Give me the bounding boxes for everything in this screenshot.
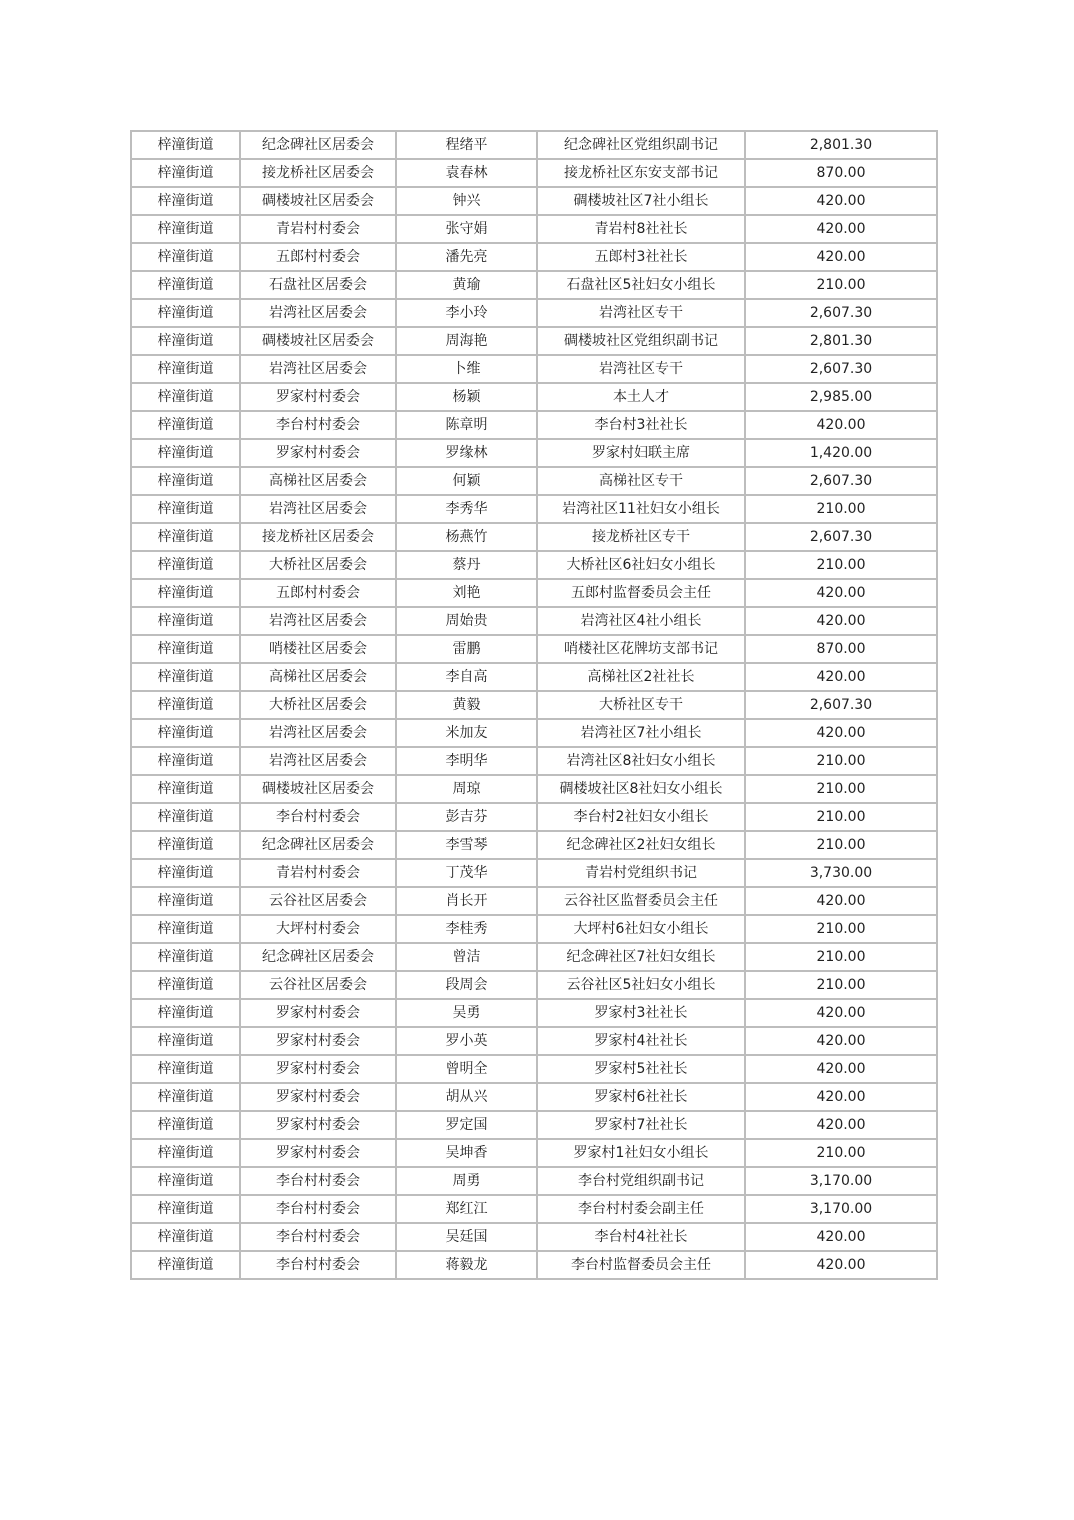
committee-cell: 罗家村村委会 bbox=[240, 1083, 396, 1111]
name-cell: 雷鹏 bbox=[396, 635, 537, 663]
street-cell: 梓潼街道 bbox=[131, 915, 240, 943]
name-cell: 卜维 bbox=[396, 355, 537, 383]
position-cell: 青岩村党组织书记 bbox=[537, 859, 745, 887]
committee-cell: 李台村村委会 bbox=[240, 411, 396, 439]
name-cell: 李秀华 bbox=[396, 495, 537, 523]
name-cell: 钟兴 bbox=[396, 187, 537, 215]
committee-cell: 李台村村委会 bbox=[240, 1195, 396, 1223]
position-cell: 岩湾社区专干 bbox=[537, 299, 745, 327]
street-cell: 梓潼街道 bbox=[131, 1111, 240, 1139]
name-cell: 丁茂华 bbox=[396, 859, 537, 887]
street-cell: 梓潼街道 bbox=[131, 943, 240, 971]
position-cell: 岩湾社区4社小组长 bbox=[537, 607, 745, 635]
name-cell: 吴廷国 bbox=[396, 1223, 537, 1251]
street-cell: 梓潼街道 bbox=[131, 859, 240, 887]
position-cell: 罗家村7社社长 bbox=[537, 1111, 745, 1139]
street-cell: 梓潼街道 bbox=[131, 775, 240, 803]
name-cell: 周勇 bbox=[396, 1167, 537, 1195]
amount-cell: 210.00 bbox=[745, 803, 937, 831]
position-cell: 云谷社区监督委员会主任 bbox=[537, 887, 745, 915]
table-row bbox=[131, 1167, 937, 1195]
table-row bbox=[131, 663, 937, 691]
name-cell: 潘先亮 bbox=[396, 243, 537, 271]
table-row bbox=[131, 439, 937, 467]
table-row bbox=[131, 691, 937, 719]
amount-cell: 2,607.30 bbox=[745, 523, 937, 551]
table-row bbox=[131, 579, 937, 607]
street-cell: 梓潼街道 bbox=[131, 719, 240, 747]
street-cell: 梓潼街道 bbox=[131, 747, 240, 775]
name-cell: 吴坤香 bbox=[396, 1139, 537, 1167]
street-cell: 梓潼街道 bbox=[131, 383, 240, 411]
position-cell: 碉楼坡社区8社妇女小组长 bbox=[537, 775, 745, 803]
name-cell: 张守娟 bbox=[396, 215, 537, 243]
position-cell: 五郎村3社社长 bbox=[537, 243, 745, 271]
position-cell: 五郎村监督委员会主任 bbox=[537, 579, 745, 607]
amount-cell: 210.00 bbox=[745, 551, 937, 579]
name-cell: 李自高 bbox=[396, 663, 537, 691]
position-cell: 纪念碑社区党组织副书记 bbox=[537, 131, 745, 159]
table-row bbox=[131, 159, 937, 187]
committee-cell: 李台村村委会 bbox=[240, 803, 396, 831]
table-row bbox=[131, 803, 937, 831]
committee-cell: 岩湾社区居委会 bbox=[240, 719, 396, 747]
street-cell: 梓潼街道 bbox=[131, 243, 240, 271]
committee-cell: 罗家村村委会 bbox=[240, 999, 396, 1027]
amount-cell: 420.00 bbox=[745, 187, 937, 215]
committee-cell: 石盘社区居委会 bbox=[240, 271, 396, 299]
committee-cell: 云谷社区居委会 bbox=[240, 971, 396, 999]
committee-cell: 五郎村村委会 bbox=[240, 579, 396, 607]
name-cell: 李小玲 bbox=[396, 299, 537, 327]
amount-cell: 2,607.30 bbox=[745, 467, 937, 495]
amount-cell: 870.00 bbox=[745, 159, 937, 187]
amount-cell: 420.00 bbox=[745, 607, 937, 635]
street-cell: 梓潼街道 bbox=[131, 327, 240, 355]
committee-cell: 罗家村村委会 bbox=[240, 1111, 396, 1139]
position-cell: 大桥社区专干 bbox=[537, 691, 745, 719]
amount-cell: 420.00 bbox=[745, 579, 937, 607]
committee-cell: 高梯社区居委会 bbox=[240, 467, 396, 495]
committee-cell: 大桥社区居委会 bbox=[240, 551, 396, 579]
committee-cell: 青岩村村委会 bbox=[240, 859, 396, 887]
amount-cell: 2,607.30 bbox=[745, 691, 937, 719]
table-row bbox=[131, 887, 937, 915]
table-row bbox=[131, 243, 937, 271]
street-cell: 梓潼街道 bbox=[131, 1251, 240, 1279]
committee-cell: 接龙桥社区居委会 bbox=[240, 523, 396, 551]
name-cell: 蒋毅龙 bbox=[396, 1251, 537, 1279]
position-cell: 岩湾社区专干 bbox=[537, 355, 745, 383]
amount-cell: 2,607.30 bbox=[745, 355, 937, 383]
name-cell: 周海艳 bbox=[396, 327, 537, 355]
name-cell: 周始贵 bbox=[396, 607, 537, 635]
amount-cell: 420.00 bbox=[745, 887, 937, 915]
street-cell: 梓潼街道 bbox=[131, 271, 240, 299]
amount-cell: 210.00 bbox=[745, 775, 937, 803]
position-cell: 岩湾社区8社妇女小组长 bbox=[537, 747, 745, 775]
amount-cell: 210.00 bbox=[745, 495, 937, 523]
committee-cell: 碉楼坡社区居委会 bbox=[240, 327, 396, 355]
street-cell: 梓潼街道 bbox=[131, 887, 240, 915]
table-row bbox=[131, 271, 937, 299]
position-cell: 大桥社区6社妇女小组长 bbox=[537, 551, 745, 579]
table-row bbox=[131, 383, 937, 411]
position-cell: 罗家村妇联主席 bbox=[537, 439, 745, 467]
street-cell: 梓潼街道 bbox=[131, 187, 240, 215]
amount-cell: 420.00 bbox=[745, 1251, 937, 1279]
name-cell: 段周会 bbox=[396, 971, 537, 999]
name-cell: 何颖 bbox=[396, 467, 537, 495]
table-row bbox=[131, 775, 937, 803]
table-row bbox=[131, 187, 937, 215]
street-cell: 梓潼街道 bbox=[131, 663, 240, 691]
amount-cell: 420.00 bbox=[745, 1055, 937, 1083]
committee-cell: 罗家村村委会 bbox=[240, 439, 396, 467]
street-cell: 梓潼街道 bbox=[131, 1223, 240, 1251]
committee-cell: 哨楼社区居委会 bbox=[240, 635, 396, 663]
name-cell: 程绪平 bbox=[396, 131, 537, 159]
table-row bbox=[131, 131, 937, 159]
committee-cell: 罗家村村委会 bbox=[240, 1139, 396, 1167]
name-cell: 罗缘林 bbox=[396, 439, 537, 467]
table-row bbox=[131, 607, 937, 635]
name-cell: 曾洁 bbox=[396, 943, 537, 971]
street-cell: 梓潼街道 bbox=[131, 999, 240, 1027]
committee-cell: 纪念碑社区居委会 bbox=[240, 131, 396, 159]
amount-cell: 420.00 bbox=[745, 1223, 937, 1251]
position-cell: 李台村监督委员会主任 bbox=[537, 1251, 745, 1279]
committee-cell: 罗家村村委会 bbox=[240, 1027, 396, 1055]
amount-cell: 210.00 bbox=[745, 1139, 937, 1167]
committee-cell: 大坪村村委会 bbox=[240, 915, 396, 943]
street-cell: 梓潼街道 bbox=[131, 1027, 240, 1055]
street-cell: 梓潼街道 bbox=[131, 1195, 240, 1223]
table-row bbox=[131, 1223, 937, 1251]
position-cell: 高梯社区专干 bbox=[537, 467, 745, 495]
street-cell: 梓潼街道 bbox=[131, 1083, 240, 1111]
amount-cell: 420.00 bbox=[745, 1083, 937, 1111]
street-cell: 梓潼街道 bbox=[131, 523, 240, 551]
name-cell: 罗定国 bbox=[396, 1111, 537, 1139]
street-cell: 梓潼街道 bbox=[131, 355, 240, 383]
position-cell: 李台村3社社长 bbox=[537, 411, 745, 439]
amount-cell: 2,801.30 bbox=[745, 327, 937, 355]
table-row bbox=[131, 1139, 937, 1167]
position-cell: 李台村党组织副书记 bbox=[537, 1167, 745, 1195]
street-cell: 梓潼街道 bbox=[131, 607, 240, 635]
name-cell: 罗小英 bbox=[396, 1027, 537, 1055]
street-cell: 梓潼街道 bbox=[131, 1139, 240, 1167]
committee-cell: 罗家村村委会 bbox=[240, 1055, 396, 1083]
amount-cell: 420.00 bbox=[745, 999, 937, 1027]
name-cell: 黄毅 bbox=[396, 691, 537, 719]
amount-cell: 210.00 bbox=[745, 943, 937, 971]
table-row bbox=[131, 971, 937, 999]
position-cell: 石盘社区5社妇女小组长 bbox=[537, 271, 745, 299]
committee-cell: 高梯社区居委会 bbox=[240, 663, 396, 691]
amount-cell: 420.00 bbox=[745, 243, 937, 271]
committee-cell: 罗家村村委会 bbox=[240, 383, 396, 411]
position-cell: 罗家村1社妇女小组长 bbox=[537, 1139, 745, 1167]
committee-cell: 李台村村委会 bbox=[240, 1167, 396, 1195]
committee-cell: 接龙桥社区居委会 bbox=[240, 159, 396, 187]
position-cell: 哨楼社区花牌坊支部书记 bbox=[537, 635, 745, 663]
street-cell: 梓潼街道 bbox=[131, 635, 240, 663]
committee-cell: 李台村村委会 bbox=[240, 1251, 396, 1279]
position-cell: 罗家村6社社长 bbox=[537, 1083, 745, 1111]
amount-cell: 210.00 bbox=[745, 271, 937, 299]
table-row bbox=[131, 411, 937, 439]
committee-cell: 青岩村村委会 bbox=[240, 215, 396, 243]
table-row bbox=[131, 1251, 937, 1279]
name-cell: 李雪琴 bbox=[396, 831, 537, 859]
committee-cell: 岩湾社区居委会 bbox=[240, 299, 396, 327]
table-body bbox=[131, 131, 937, 1279]
street-cell: 梓潼街道 bbox=[131, 579, 240, 607]
table-row bbox=[131, 1111, 937, 1139]
table-row bbox=[131, 327, 937, 355]
name-cell: 刘艳 bbox=[396, 579, 537, 607]
amount-cell: 2,607.30 bbox=[745, 299, 937, 327]
position-cell: 碉楼坡社区党组织副书记 bbox=[537, 327, 745, 355]
name-cell: 曾明全 bbox=[396, 1055, 537, 1083]
committee-cell: 李台村村委会 bbox=[240, 1223, 396, 1251]
name-cell: 米加友 bbox=[396, 719, 537, 747]
position-cell: 纪念碑社区7社妇女组长 bbox=[537, 943, 745, 971]
position-cell: 大坪村6社妇女小组长 bbox=[537, 915, 745, 943]
street-cell: 梓潼街道 bbox=[131, 831, 240, 859]
table-row bbox=[131, 999, 937, 1027]
position-cell: 高梯社区2社社长 bbox=[537, 663, 745, 691]
street-cell: 梓潼街道 bbox=[131, 803, 240, 831]
position-cell: 罗家村3社社长 bbox=[537, 999, 745, 1027]
amount-cell: 3,730.00 bbox=[745, 859, 937, 887]
street-cell: 梓潼街道 bbox=[131, 495, 240, 523]
position-cell: 李台村2社妇女小组长 bbox=[537, 803, 745, 831]
amount-cell: 210.00 bbox=[745, 971, 937, 999]
amount-cell: 870.00 bbox=[745, 635, 937, 663]
table-row bbox=[131, 215, 937, 243]
amount-cell: 210.00 bbox=[745, 831, 937, 859]
name-cell: 彭吉芬 bbox=[396, 803, 537, 831]
street-cell: 梓潼街道 bbox=[131, 467, 240, 495]
committee-cell: 岩湾社区居委会 bbox=[240, 355, 396, 383]
committee-cell: 岩湾社区居委会 bbox=[240, 495, 396, 523]
position-cell: 岩湾社区11社妇女小组长 bbox=[537, 495, 745, 523]
position-cell: 李台村村委会副主任 bbox=[537, 1195, 745, 1223]
committee-cell: 碉楼坡社区居委会 bbox=[240, 775, 396, 803]
amount-cell: 2,801.30 bbox=[745, 131, 937, 159]
committee-cell: 云谷社区居委会 bbox=[240, 887, 396, 915]
committee-cell: 岩湾社区居委会 bbox=[240, 747, 396, 775]
table-row bbox=[131, 747, 937, 775]
amount-cell: 210.00 bbox=[745, 915, 937, 943]
name-cell: 黄瑜 bbox=[396, 271, 537, 299]
name-cell: 周琼 bbox=[396, 775, 537, 803]
table-row bbox=[131, 943, 937, 971]
position-cell: 罗家村5社社长 bbox=[537, 1055, 745, 1083]
table-row bbox=[131, 635, 937, 663]
table-row bbox=[131, 1055, 937, 1083]
street-cell: 梓潼街道 bbox=[131, 971, 240, 999]
name-cell: 李桂秀 bbox=[396, 915, 537, 943]
amount-cell: 210.00 bbox=[745, 747, 937, 775]
amount-cell: 420.00 bbox=[745, 411, 937, 439]
amount-cell: 3,170.00 bbox=[745, 1167, 937, 1195]
street-cell: 梓潼街道 bbox=[131, 439, 240, 467]
name-cell: 杨颖 bbox=[396, 383, 537, 411]
amount-cell: 420.00 bbox=[745, 719, 937, 747]
table-row bbox=[131, 915, 937, 943]
table-row bbox=[131, 1027, 937, 1055]
committee-cell: 大桥社区居委会 bbox=[240, 691, 396, 719]
table-row bbox=[131, 523, 937, 551]
name-cell: 郑红江 bbox=[396, 1195, 537, 1223]
street-cell: 梓潼街道 bbox=[131, 215, 240, 243]
table-row bbox=[131, 831, 937, 859]
name-cell: 杨燕竹 bbox=[396, 523, 537, 551]
committee-cell: 纪念碑社区居委会 bbox=[240, 831, 396, 859]
name-cell: 肖长开 bbox=[396, 887, 537, 915]
name-cell: 吴勇 bbox=[396, 999, 537, 1027]
committee-cell: 五郎村村委会 bbox=[240, 243, 396, 271]
table-row bbox=[131, 859, 937, 887]
street-cell: 梓潼街道 bbox=[131, 1055, 240, 1083]
amount-cell: 420.00 bbox=[745, 1027, 937, 1055]
table-row bbox=[131, 719, 937, 747]
position-cell: 罗家村4社社长 bbox=[537, 1027, 745, 1055]
table-row bbox=[131, 467, 937, 495]
committee-cell: 岩湾社区居委会 bbox=[240, 607, 396, 635]
position-cell: 纪念碑社区2社妇女组长 bbox=[537, 831, 745, 859]
table-row bbox=[131, 551, 937, 579]
committee-cell: 碉楼坡社区居委会 bbox=[240, 187, 396, 215]
position-cell: 云谷社区5社妇女小组长 bbox=[537, 971, 745, 999]
table-row bbox=[131, 1083, 937, 1111]
street-cell: 梓潼街道 bbox=[131, 411, 240, 439]
position-cell: 接龙桥社区东安支部书记 bbox=[537, 159, 745, 187]
table-row bbox=[131, 355, 937, 383]
data-table bbox=[130, 130, 938, 1280]
name-cell: 袁春林 bbox=[396, 159, 537, 187]
position-cell: 碉楼坡社区7社小组长 bbox=[537, 187, 745, 215]
table-row bbox=[131, 1195, 937, 1223]
name-cell: 陈章明 bbox=[396, 411, 537, 439]
position-cell: 李台村4社社长 bbox=[537, 1223, 745, 1251]
street-cell: 梓潼街道 bbox=[131, 299, 240, 327]
amount-cell: 420.00 bbox=[745, 1111, 937, 1139]
committee-cell: 纪念碑社区居委会 bbox=[240, 943, 396, 971]
amount-cell: 3,170.00 bbox=[745, 1195, 937, 1223]
street-cell: 梓潼街道 bbox=[131, 159, 240, 187]
amount-cell: 1,420.00 bbox=[745, 439, 937, 467]
street-cell: 梓潼街道 bbox=[131, 131, 240, 159]
table-row bbox=[131, 299, 937, 327]
position-cell: 青岩村8社社长 bbox=[537, 215, 745, 243]
amount-cell: 420.00 bbox=[745, 663, 937, 691]
street-cell: 梓潼街道 bbox=[131, 691, 240, 719]
amount-cell: 420.00 bbox=[745, 215, 937, 243]
street-cell: 梓潼街道 bbox=[131, 551, 240, 579]
position-cell: 岩湾社区7社小组长 bbox=[537, 719, 745, 747]
amount-cell: 2,985.00 bbox=[745, 383, 937, 411]
name-cell: 李明华 bbox=[396, 747, 537, 775]
street-cell: 梓潼街道 bbox=[131, 1167, 240, 1195]
name-cell: 蔡丹 bbox=[396, 551, 537, 579]
position-cell: 本土人才 bbox=[537, 383, 745, 411]
table-row bbox=[131, 495, 937, 523]
name-cell: 胡从兴 bbox=[396, 1083, 537, 1111]
position-cell: 接龙桥社区专干 bbox=[537, 523, 745, 551]
